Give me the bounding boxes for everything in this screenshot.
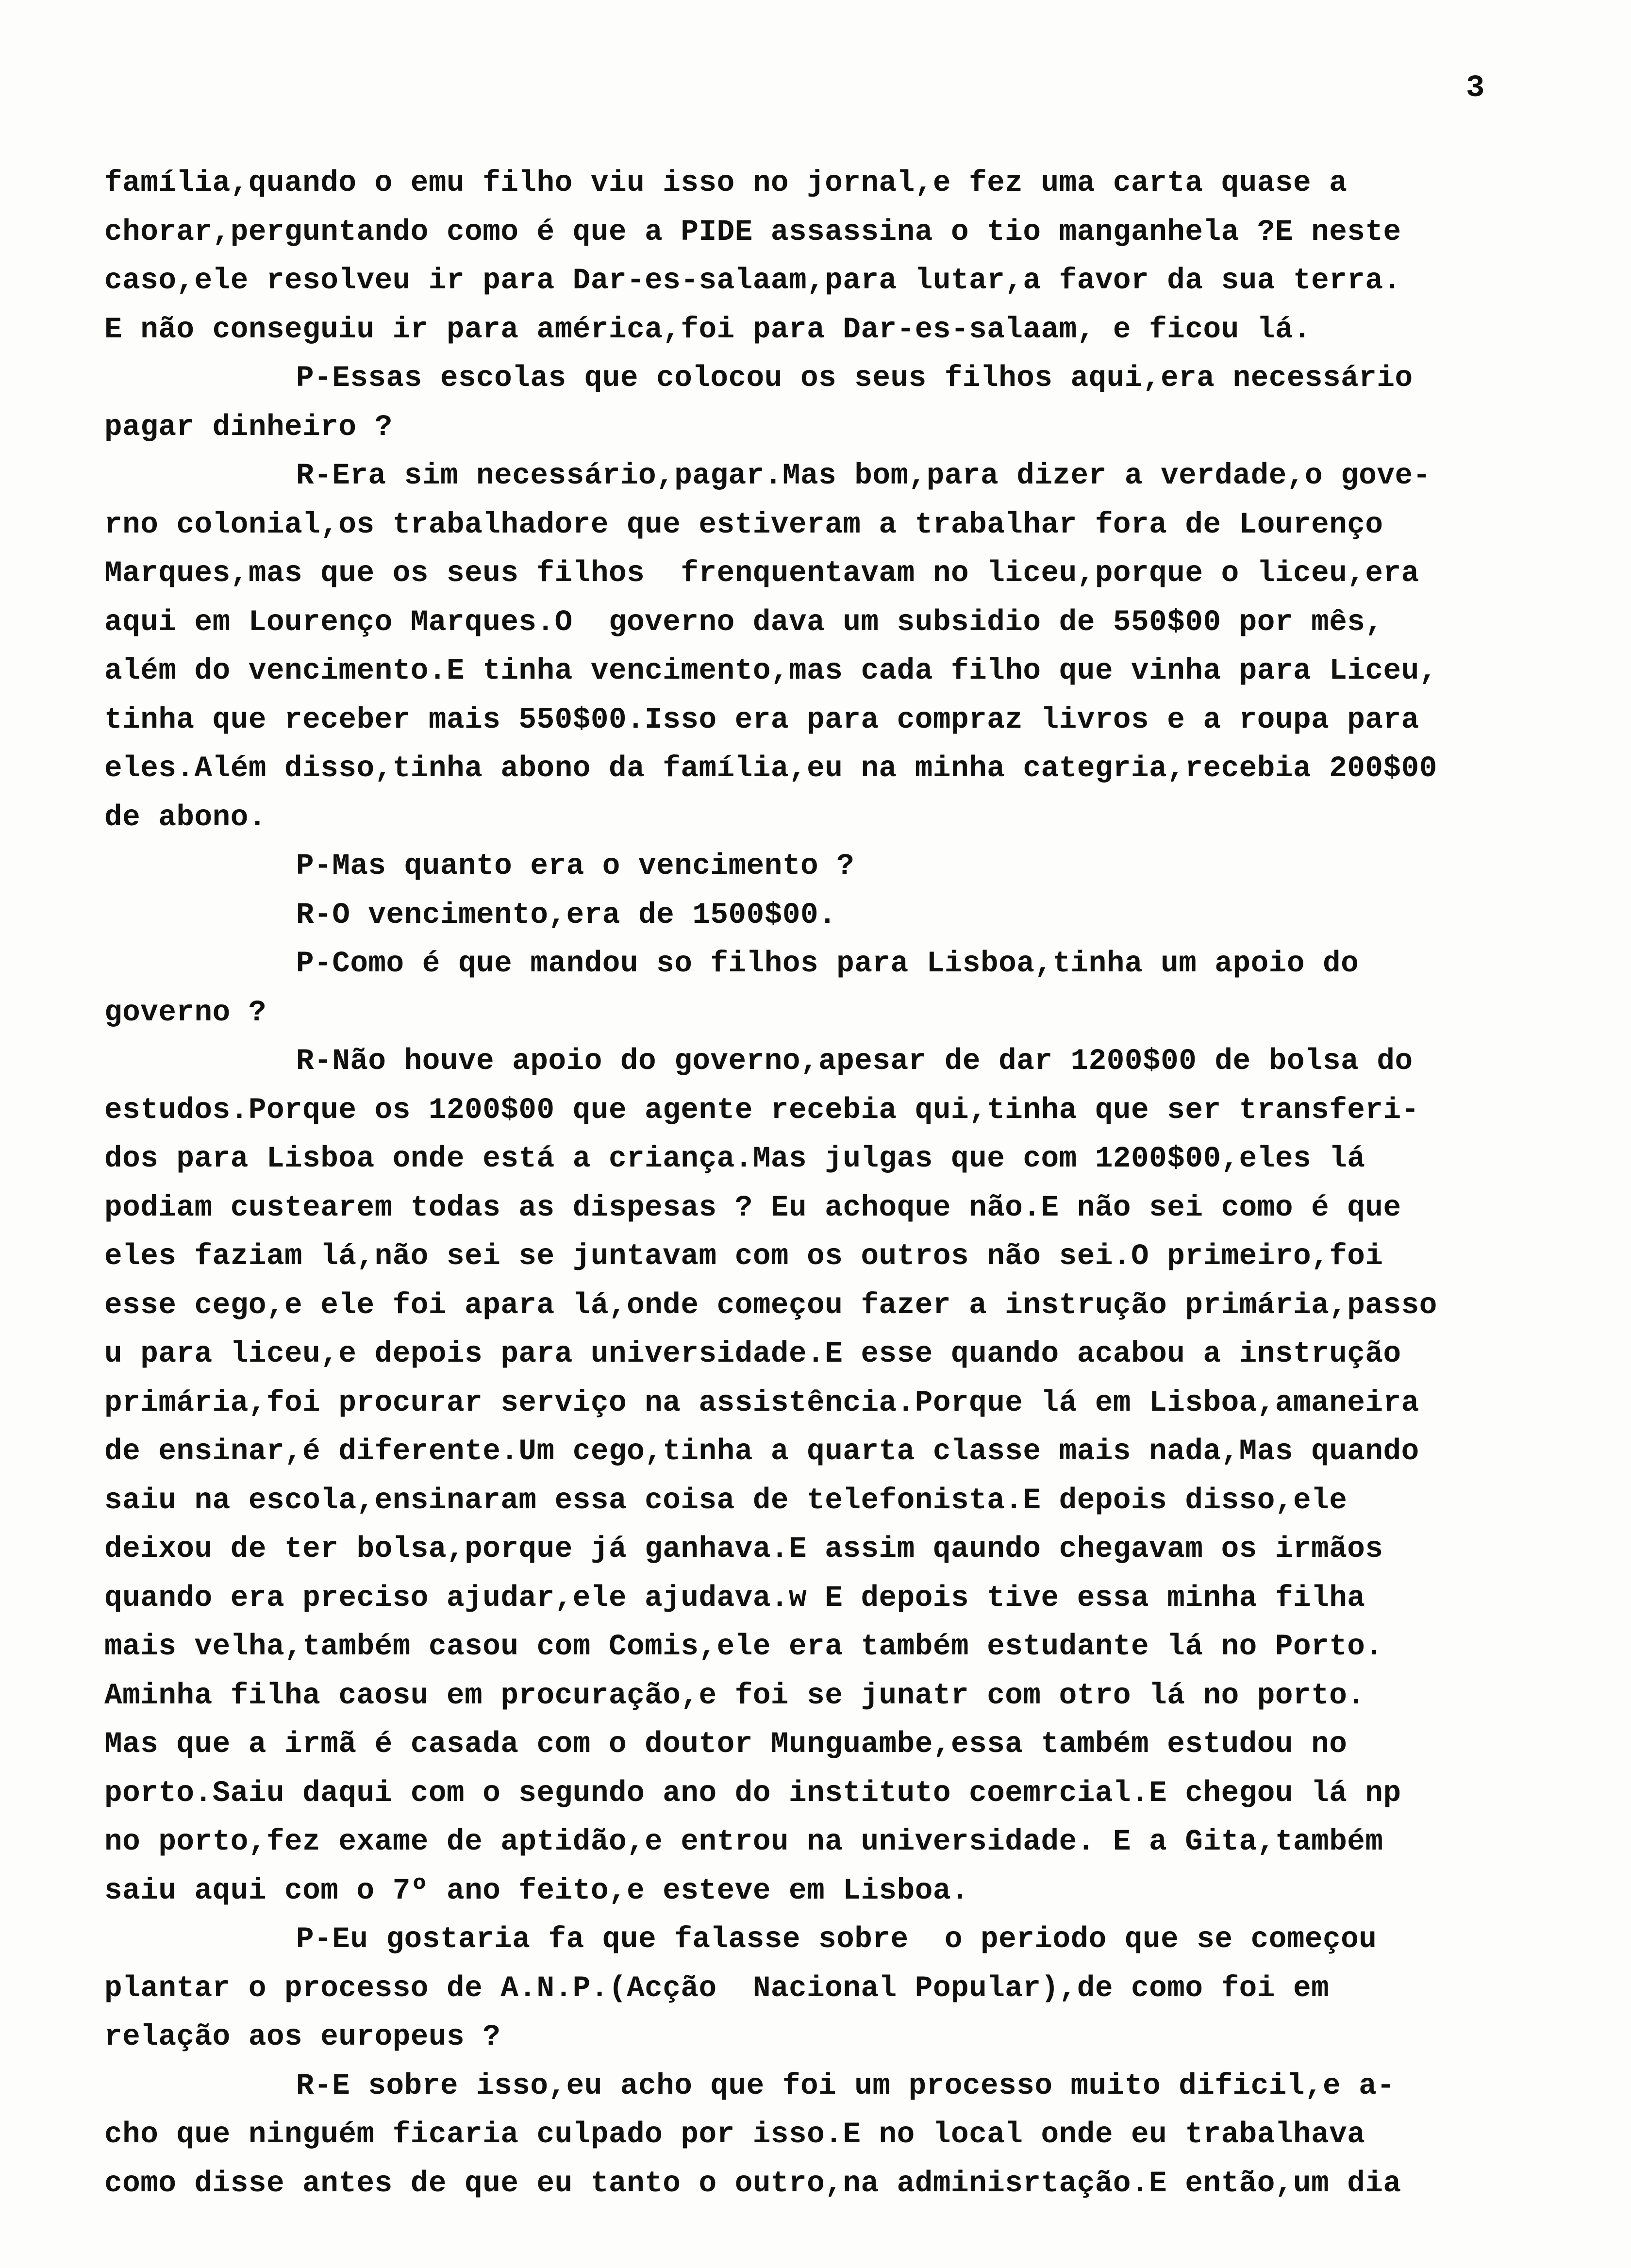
text-line: P-Como é que mandou so filhos para Lisboa,tinha um apoio do	[296, 947, 1359, 981]
text-line: E não conseguiu ir para américa,foi para Dar-es-salaam, e ficou lá.	[104, 313, 1312, 347]
text-line: de ensinar,é diferente.Um cego,tinha a quarta classe mais nada,Mas quando	[104, 1435, 1419, 1468]
text-line: família,quando o emu filho viu isso no jornal,e fez uma carta quase a	[104, 167, 1348, 200]
text-line: caso,ele resolveu ir para Dar-es-salaam,para lutar,a favor da sua terra.	[104, 264, 1401, 298]
text-line: estudos.Porque os 1200$00 que agente recebia qui,tinha que ser transferi-	[104, 1093, 1419, 1127]
text-line: eles faziam lá,não sei se juntavam com os outros não sei.O primeiro,foi	[104, 1240, 1383, 1273]
text-line: dos para Lisboa onde está a criança.Mas julgas que com 1200$00,eles lá	[104, 1142, 1365, 1176]
text-line: mais velha,também casou com Comis,ele era também estudante lá no Porto.	[104, 1630, 1383, 1664]
text-line: aqui em Lourenço Marques.O governo dava um subsidio de 550$00 por mês,	[104, 605, 1383, 639]
text-line: P-Mas quanto era o vencimento ?	[296, 850, 855, 883]
text-line: porto.Saiu daqui com o segundo ano do instituto coemrcial.E chegou lá np	[104, 1776, 1401, 1810]
text-line: quando era preciso ajudar,ele ajudava.w E depois tive essa minha filha	[104, 1581, 1365, 1615]
text-line: rno colonial,os trabalhadore que estiveram a trabalhar fora de Lourenço	[104, 508, 1383, 542]
text-line: governo ?	[104, 996, 266, 1030]
text-line: saiu na escola,ensinaram essa coisa de telefonista.E depois disso,ele	[104, 1484, 1348, 1518]
text-line: como disse antes de que eu tanto o outro,na adminisrtação.E então,um dia	[104, 2167, 1401, 2201]
text-line: tinha que receber mais 550$00.Isso era para compraz livros e a roupa para	[104, 703, 1419, 737]
text-line: podiam custearem todas as dispesas ? Eu achoque não.E não sei como é que	[104, 1191, 1401, 1225]
page-number: 3	[1466, 71, 1485, 106]
document-body	[104, 159, 1561, 2208]
text-line: R-E sobre isso,eu acho que foi um processo muito dificil,e a-	[296, 2069, 1395, 2103]
text-line: plantar o processo de A.N.P.(Acção Nacional Popular),de como foi em	[104, 1971, 1330, 2005]
text-line: relação aos europeus ?	[104, 2020, 501, 2054]
text-line: chorar,perguntando como é que a PIDE assassina o tio manganhela ?E neste	[104, 215, 1401, 249]
text-line: R-Era sim necessário,pagar.Mas bom,para dizer a verdade,o gove-	[296, 459, 1431, 493]
text-line: R-Não houve apoio do governo,apesar de dar 1200$00 de bolsa do	[296, 1045, 1413, 1078]
text-line: cho que ninguém ficaria culpado por isso.E no local onde eu trabalhava	[104, 2118, 1365, 2151]
text-line: saiu aqui com o 7º ano feito,e esteve em Lisboa.	[104, 1874, 969, 1908]
text-line: deixou de ter bolsa,porque já ganhava.E assim qaundo chegavam os irmãos	[104, 1533, 1383, 1566]
text-line: Marques,mas que os seus filhos frenquentavam no liceu,porque o liceu,era	[104, 557, 1419, 590]
text-line: de abono.	[104, 800, 266, 834]
text-line: Aminha filha caosu em procuração,e foi se junatr com otro lá no porto.	[104, 1679, 1365, 1713]
text-line: pagar dinheiro ?	[104, 410, 393, 444]
text-line: R-O vencimento,era de 1500$00.	[296, 898, 837, 932]
text-line: esse cego,e ele foi apara lá,onde começou fazer a instrução primária,passo	[104, 1288, 1437, 1322]
text-line: no porto,fez exame de aptidão,e entrou na universidade. E a Gita,também	[104, 1825, 1383, 1859]
text-line: P-Eu gostaria fa que falasse sobre o periodo que se começou	[296, 1923, 1377, 1956]
text-line: eles.Além disso,tinha abono da família,eu na minha categria,recebia 200$00	[104, 752, 1437, 785]
text-line: além do vencimento.E tinha vencimento,mas cada filho que vinha para Liceu,	[104, 654, 1437, 688]
text-line: P-Essas escolas que colocou os seus filhos aqui,era necessário	[296, 362, 1413, 395]
text-line: u para liceu,e depois para universidade.E esse quando acabou a instrução	[104, 1337, 1401, 1371]
text-line: primária,foi procurar serviço na assistência.Porque lá em Lisboa,amaneira	[104, 1386, 1419, 1420]
text-line: Mas que a irmã é casada com o doutor Munguambe,essa também estudou no	[104, 1728, 1348, 1761]
